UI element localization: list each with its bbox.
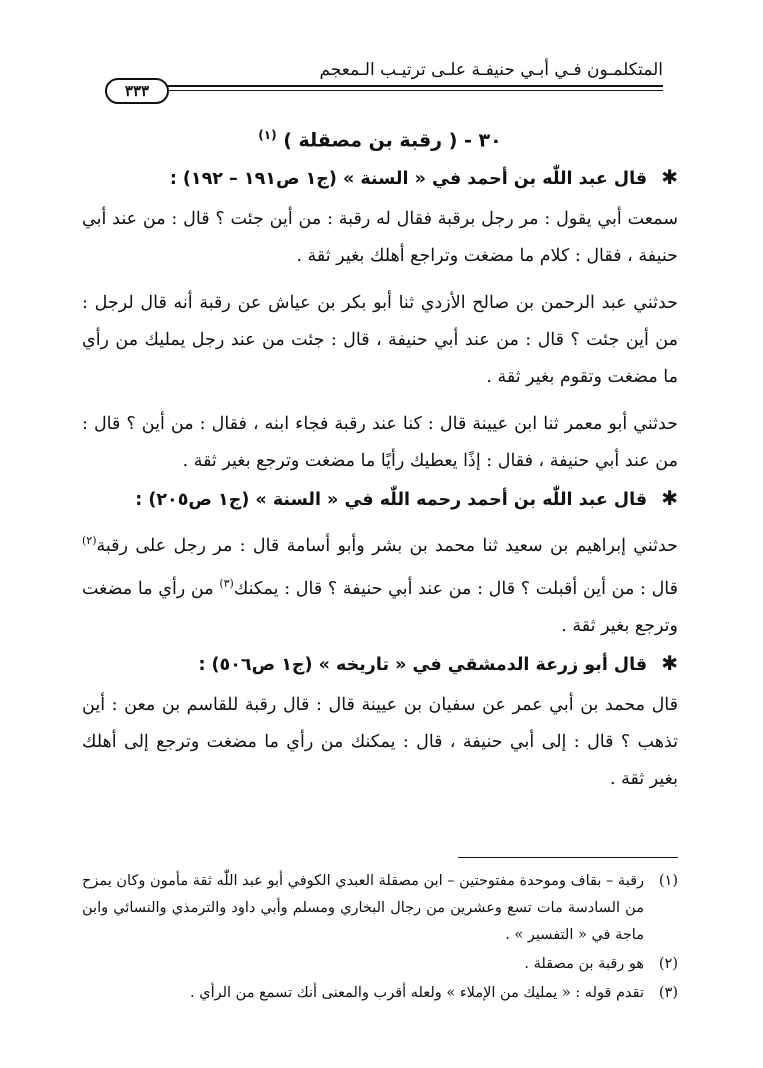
- asterisk-icon: ✱: [661, 486, 678, 511]
- section-heading-text: قال أبو زرعة الدمشقي في « تاريخه » (ج١ ص٥٠٦) :: [198, 654, 648, 675]
- footnote-ref-1: (١): [258, 128, 277, 142]
- footnote-item: [82, 868, 678, 949]
- running-title: المتكلمـون فـي أبـي حنيفـة علـى ترتيـب الـمعجم: [319, 60, 663, 80]
- asterisk-icon: ✱: [661, 650, 678, 675]
- section-heading-2: [82, 486, 678, 510]
- footnote-item: [82, 951, 678, 978]
- footnote-ref-2: (٢): [82, 534, 97, 548]
- footnote-number: (٣): [658, 985, 678, 1001]
- paragraph-text: حدثني إبراهيم بن سعيد ثنا محمد بن بشر وأبو أسامة قال : مر رجل على رقبة: [96, 536, 678, 557]
- paragraph-text: قال : من أين أقبلت ؟ قال : من عند أبي حنيفة ؟ قال : يمكنك: [233, 578, 678, 599]
- entry-title: [82, 128, 678, 151]
- header-rule: [165, 85, 663, 87]
- footnote-number: (١): [658, 873, 678, 889]
- paragraph: [82, 522, 678, 645]
- footnote-item: [82, 980, 678, 1007]
- paragraph: سمعت أبي يقول : مر رجل برقبة فقال له رقبة : من أين جئت ؟ قال : من عند أبي حنيفة ، فقال : كلام ما مضغت وتراجع أهلك بغير ثقة .: [82, 209, 678, 267]
- footnote-text: هو رقبة بن مصقلة .: [524, 956, 644, 972]
- section-heading-1: [82, 165, 678, 189]
- section-heading-text: قال عبد اللّٰه بن أحمد رحمه اللّٰه في « السنة » (ج١ ص٢٠٥) :: [135, 490, 648, 511]
- section-heading-3: [82, 651, 678, 675]
- entry-title-text: ٣٠ - ( رقبة بن مصقلة ): [283, 129, 502, 152]
- footnote-rule: [458, 857, 678, 858]
- paragraph: قال محمد بن أبي عمر عن سفيان بن عيينة قال : قال رقبة للقاسم بن معن : أين تذهب ؟ قال : إلى أبي حنيفة ، قال : يمكنك من رأي ما مضغت وترجع إلى أهلك بغير ثقة .: [82, 694, 678, 789]
- page-number: ٣٣٣: [105, 78, 169, 104]
- asterisk-icon: ✱: [661, 165, 678, 190]
- footnote-ref-3: (٣): [219, 577, 234, 591]
- footnote-text: رقبة – بقاف وموحدة مفتوحتين – ابن مصقلة العبدي الكوفي أبو عبد اللّٰه ثقة مأمون وكان يمزح من السادسة مات تسع وعشرين من رجال البخاري ومسلم وأبي داود والترمذي والنسائي وابن ماجة في « التفسير » .: [82, 873, 644, 943]
- paragraph-text: من رأي ما مضغت وترجع بغير ثقة .: [82, 578, 678, 636]
- header-rule-thin: [165, 90, 663, 91]
- main-text: [82, 128, 678, 804]
- paragraph: حدثني أبو معمر ثنا ابن عيينة قال : كنا عند رقبة فجاء ابنه ، فقال : من أين ؟ قال : من عند أبي حنيفة ، فقال : إذًا يعطيك رأيًا ما مضغت وترجع بغير ثقة .: [82, 414, 678, 472]
- paragraph: حدثني عبد الرحمن بن صالح الأزدي ثنا أبو بكر بن عياش عن رقبة أنه قال لرجل : من أين جئت ؟ قال : من عند أبي حنيفة ، قال : جئت من عند رجل يمليك من رأي ما مضغت وتقوم بغير ثقة .: [82, 293, 678, 388]
- section-heading-text: قال عبد اللّٰه بن أحمد في « السنة » (ج١ ص١٩١ – ١٩٢) :: [169, 169, 648, 190]
- footnotes: [82, 868, 678, 1009]
- footnote-text: تقدم قوله : « يمليك من الإملاء » ولعله أقرب والمعنى أنك تسمع من الرأي .: [190, 985, 644, 1001]
- footnote-number: (٢): [658, 956, 678, 972]
